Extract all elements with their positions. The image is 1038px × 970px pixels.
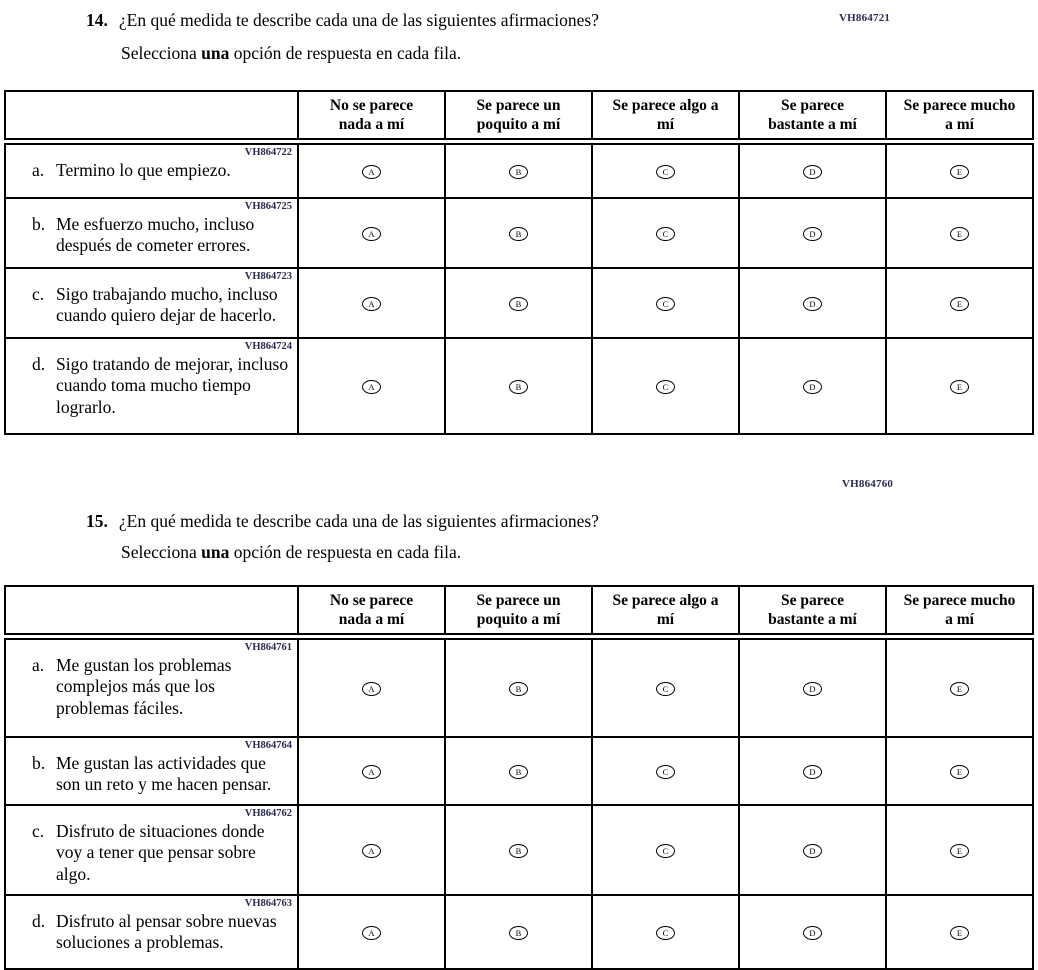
option-cell [298,737,445,805]
bubble-option-a[interactable]: A [362,297,381,311]
bubble-option-d[interactable]: D [803,926,822,940]
option-cell [592,142,739,199]
statement-cell [5,637,298,738]
question-15-prompt-line [86,511,1038,532]
column-header-2: Se parece un poquito a mí [445,586,592,637]
option-cell [445,895,592,969]
option-cell [739,338,886,434]
statement-row-15b [5,737,1033,805]
bubble-option-d[interactable]: D [803,380,822,394]
column-header-1: No se parece nada a mí [298,91,445,142]
bubble-option-b[interactable]: B [509,380,528,394]
option-cell [445,268,592,338]
accession-code-q14: VH864721 [839,12,891,24]
bubble-option-d[interactable]: D [803,765,822,779]
statement-cell [5,338,298,434]
bubble-option-b[interactable]: B [509,297,528,311]
statement-letter: a. [32,160,45,180]
statement-letter: b. [32,753,46,773]
option-cell [445,737,592,805]
option-cell [739,142,886,199]
statement-cell [5,198,298,268]
bubble-option-a[interactable]: A [362,682,381,696]
bubble-option-e[interactable]: E [950,682,969,696]
option-cell [592,637,739,738]
column-header-5: Se parece mucho a mí [886,91,1033,142]
statement-text: Sigo tratando de mejorar, incluso cuando toma mucho tiempo lograrlo. [56,354,289,417]
option-cell [739,637,886,738]
statement-text: Sigo trabajando mucho, incluso cuando quiero dejar de hacerlo. [56,284,278,326]
question-14-section [0,10,1038,435]
bubble-option-a[interactable]: A [362,765,381,779]
column-header-3: Se parece algo a mí [592,91,739,142]
bubble-option-c[interactable]: C [656,765,675,779]
bubble-option-b[interactable]: B [509,682,528,696]
statement-row-15a [5,637,1033,738]
option-cell [298,637,445,738]
column-header-2: Se parece un poquito a mí [445,91,592,142]
bubble-option-d[interactable]: D [803,682,822,696]
option-cell [592,268,739,338]
row-accession-code: VH864761 [244,642,292,653]
bubble-option-e[interactable]: E [950,380,969,394]
bubble-option-c[interactable]: C [656,926,675,940]
statement-row-14c [5,268,1033,338]
option-cell [298,268,445,338]
statement-letter: d. [32,911,46,931]
option-cell [886,338,1033,434]
statement-cell [5,805,298,895]
statement-row-14a [5,142,1033,199]
bubble-option-c[interactable]: C [656,380,675,394]
option-cell [445,637,592,738]
statement-cell [5,737,298,805]
statement-text: Me gustan las actividades que son un reto y me hacen pensar. [56,753,272,795]
statement-row-15d [5,895,1033,969]
statement-letter: b. [32,214,46,234]
bubble-option-b[interactable]: B [509,227,528,241]
bubble-option-b[interactable]: B [509,844,528,858]
option-cell [592,805,739,895]
bubble-option-a[interactable]: A [362,227,381,241]
option-cell [298,198,445,268]
bubble-option-d[interactable]: D [803,227,822,241]
option-cell [592,895,739,969]
option-cell [592,198,739,268]
option-cell [886,805,1033,895]
accession-code-q15: VH864760 [842,478,894,490]
statement-letter: c. [32,821,45,841]
bubble-option-c[interactable]: C [656,165,675,179]
bubble-option-c[interactable]: C [656,844,675,858]
statement-row-14b [5,198,1033,268]
option-cell [886,637,1033,738]
column-header-5: Se parece mucho a mí [886,586,1033,637]
question-15-prompt: ¿En qué medida te describe cada una de las siguientes afirmaciones? [118,511,599,531]
bubble-option-e[interactable]: E [950,926,969,940]
option-cell [445,805,592,895]
question-14-prompt-line [86,10,1038,31]
instruction-pre: Selecciona [121,43,202,63]
bubble-option-c[interactable]: C [656,227,675,241]
response-table-14 [4,90,1034,435]
question-14-number: 14. [86,10,108,30]
bubble-option-a[interactable]: A [362,380,381,394]
option-cell [445,142,592,199]
statement-text: Me gustan los problemas complejos más que los problemas fáciles. [56,655,232,718]
option-cell [739,805,886,895]
column-header-3: Se parece algo a mí [592,586,739,637]
row-accession-code: VH864764 [244,740,292,751]
option-cell [592,338,739,434]
question-15-number: 15. [86,511,108,531]
bubble-option-e[interactable]: E [950,765,969,779]
option-cell [445,338,592,434]
option-cell [739,737,886,805]
option-cell [298,142,445,199]
option-cell [886,198,1033,268]
bubble-option-a[interactable]: A [362,165,381,179]
option-cell [886,268,1033,338]
bubble-option-b[interactable]: B [509,926,528,940]
question-14-instruction [121,43,1038,64]
question-15-section [0,511,1038,970]
option-cell [739,895,886,969]
statement-text: Disfruto de situaciones donde voy a tener que pensar sobre algo. [56,821,265,884]
instruction-post: opción de respuesta en cada fila. [229,43,462,63]
statement-text: Disfruto al pensar sobre nuevas soluciones a problemas. [56,911,277,953]
bubble-option-e[interactable]: E [950,227,969,241]
column-header-4: Se parece bastante a mí [739,91,886,142]
bubble-option-c[interactable]: C [656,682,675,696]
statement-cell [5,142,298,199]
option-cell [886,737,1033,805]
statement-letter: c. [32,284,45,304]
empty-header-cell [5,91,298,142]
statement-text: Me esfuerzo mucho, incluso después de cometer errores. [56,214,255,256]
statement-text: Termino lo que empiezo. [56,160,231,180]
option-cell [298,805,445,895]
bubble-option-d[interactable]: D [803,165,822,179]
statement-row-15c [5,805,1033,895]
row-accession-code: VH864722 [244,147,292,158]
option-cell [886,895,1033,969]
response-table-15 [4,585,1034,970]
empty-header-cell [5,586,298,637]
option-cell [739,268,886,338]
bubble-option-d[interactable]: D [803,844,822,858]
instruction-pre: Selecciona [121,542,202,562]
statement-letter: a. [32,655,45,675]
statement-row-14d [5,338,1033,434]
option-cell [739,198,886,268]
statement-cell [5,268,298,338]
bubble-option-e[interactable]: E [950,165,969,179]
row-accession-code: VH864724 [244,341,292,352]
instruction-bold: una [201,43,230,63]
statement-cell [5,895,298,969]
instruction-post: opción de respuesta en cada fila. [229,542,462,562]
header-row [5,586,1033,637]
instruction-bold: una [201,542,230,562]
option-cell [592,737,739,805]
bubble-option-e[interactable]: E [950,297,969,311]
option-cell [886,142,1033,199]
row-accession-code: VH864762 [244,808,292,819]
header-row [5,91,1033,142]
bubble-option-b[interactable]: B [509,765,528,779]
bubble-option-e[interactable]: E [950,844,969,858]
bubble-option-a[interactable]: A [362,844,381,858]
bubble-option-c[interactable]: C [656,297,675,311]
question-15-instruction [121,542,1038,563]
row-accession-code: VH864763 [244,898,292,909]
statement-letter: d. [32,354,46,374]
option-cell [445,198,592,268]
column-header-4: Se parece bastante a mí [739,586,886,637]
bubble-option-a[interactable]: A [362,926,381,940]
row-accession-code: VH864725 [244,201,292,212]
option-cell [298,895,445,969]
question-14-prompt: ¿En qué medida te describe cada una de las siguientes afirmaciones? [118,10,599,30]
questionnaire-page [0,10,1038,953]
column-header-1: No se parece nada a mí [298,586,445,637]
bubble-option-d[interactable]: D [803,297,822,311]
row-accession-code: VH864723 [244,271,292,282]
bubble-option-b[interactable]: B [509,165,528,179]
option-cell [298,338,445,434]
